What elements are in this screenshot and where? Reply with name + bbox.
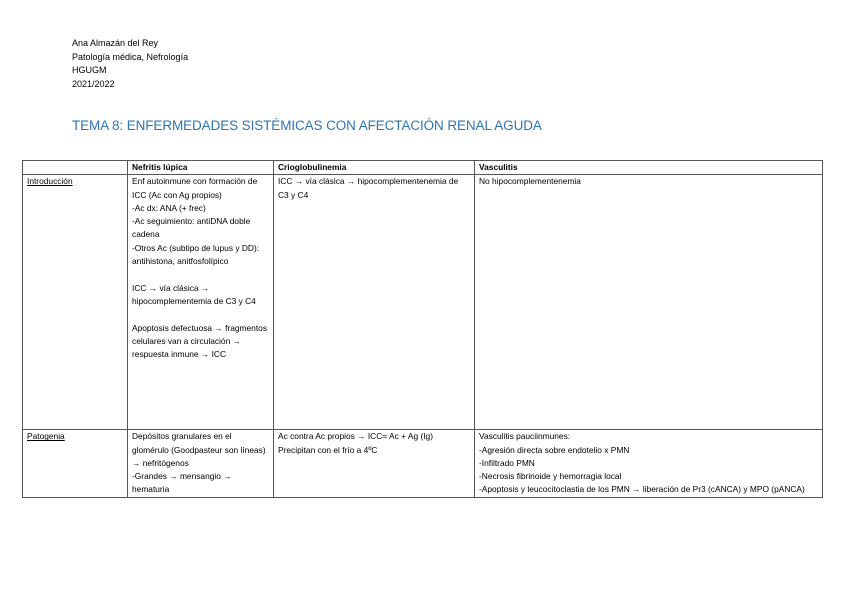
cell-line — [132, 308, 269, 321]
header-crio: Crioglobulinemia — [274, 161, 475, 175]
cell-line: -Agresión directa sobre endotelio x PMN — [479, 444, 630, 455]
cell-line: -Infiltrado PMN — [479, 457, 535, 468]
cell-line: -Apoptosis y leucocitoclastia de los PMN → liberación de Pr3 (cANCA) y MPO (pANCA) — [479, 484, 805, 495]
cell-line: -Otros Ac (subtipo de lupus y DD): antihistona, anitfosfolípico — [132, 242, 260, 267]
cell-patogenia-lupus — [128, 430, 274, 497]
table-row — [23, 175, 823, 430]
cell-line: Depósitos granulares en el glomérulo (Goodpasteur son líneas) → nefritógenos — [132, 431, 266, 468]
header-lupus: Nefritis lúpica — [128, 161, 274, 175]
cell-intro-crio — [274, 175, 475, 430]
cell-line: -Ac dx: ANA (+ frec) — [132, 202, 206, 213]
cell-patogenia-vasculitis — [475, 430, 823, 497]
academic-year: 2021/2022 — [72, 78, 115, 89]
cell-line: ICC → vía clásica → hipocomplementenemia de C3 y C4 — [278, 176, 459, 200]
cell-line: Vasculitis pauciinmunes: — [479, 431, 571, 442]
cell-line: Ac contra Ac propios → ICC= Ac + Ag (Ig) — [278, 431, 434, 442]
cell-line: -Grandes → mensangio → hematuria — [132, 471, 232, 495]
table-row — [23, 430, 823, 497]
comparison-table — [22, 160, 823, 498]
row-label-introduccion: Introducción — [23, 175, 128, 430]
cell-intro-vasculitis — [475, 175, 823, 430]
header-empty — [23, 161, 128, 175]
cell-line: ICC → vía clásica → hipocomplementemia de C3 y C4 — [132, 282, 256, 306]
cell-line: -Necrosis fibrinoide y hemorragia local — [479, 471, 622, 482]
cell-patogenia-crio — [274, 430, 475, 497]
row-label-patogenia: Patogenia — [23, 430, 128, 497]
cell-line: -Ac seguimiento: antiDNA doble cadena — [132, 216, 251, 240]
table-header-row — [23, 161, 823, 175]
document-title: TEMA 8: ENFERMEDADES SISTÉMICAS CON AFECTACIÓN RENAL AGUDA — [72, 118, 542, 133]
author-name: Ana Almazán del Rey — [72, 38, 159, 48]
cell-line: No hipocomplementenemia — [479, 176, 581, 187]
cell-line: Enf autoinmune con formación de ICC (Ac con Ag propios) — [132, 176, 258, 200]
course-subject: Patología médica, Nefrología — [72, 51, 189, 62]
cell-line — [132, 268, 269, 281]
institution: HGUGM — [72, 65, 107, 75]
document-header — [72, 37, 188, 91]
cell-line: Precipitan con el frío a 4ºC — [278, 444, 378, 455]
cell-intro-lupus — [128, 175, 274, 430]
cell-line: Apoptosis defectuosa → fragmentos celulares van a circulación → respuesta inmune → ICC — [132, 322, 268, 360]
header-vasculitis: Vasculitis — [475, 161, 823, 175]
